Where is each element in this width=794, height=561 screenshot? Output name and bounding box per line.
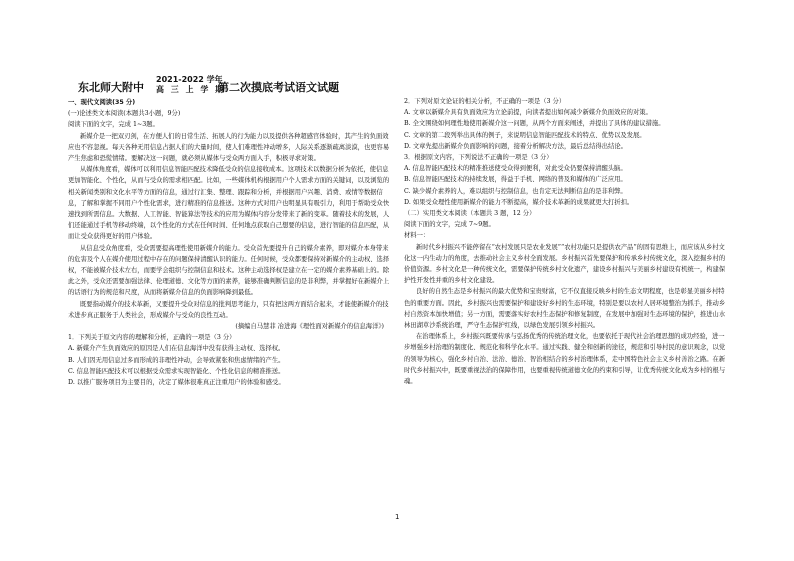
q1-option-c: C. 信息智能匹配技术可以根据受众需求实现智能化、个性化信息的精准推送。 <box>68 367 285 375</box>
reading-instruction: 阅读下面的文字，完成 1~3题。 <box>68 121 159 129</box>
q3-option-c: C. 缺少媒介素养的人，难以组织与控制信息，也肯定无法判断信息的是非利弊。 <box>404 187 627 195</box>
passage-paragraph: 从信息受众角度看，受众需要提高理性使用新媒介的能力。受众首先要提升自己的媒介素养，即对媒介本身带来的危害及个人在媒介使用过程中存在的问题保持清醒认识的能力。任何时候，受众都要保持对新媒介的主动权、选择权，不能被媒介技术左右，而要学会组织与控制信息和技术。这种主动选择权是建立在一定的媒介素养基础上的。除此之外，受众还需要加强法律、伦理道德、文化等方面的素养，能够准确判断信息的是非利弊，并掌握好在新媒介上的话语行为的规范和尺度，从而将新媒介信息的负面影响降到最低。 <box>68 244 390 297</box>
passage-source: (摘编自马慧菲 冶进海《理性面对新媒介的信息海洋》) <box>235 323 384 331</box>
q1-option-b: B. 人们因无用信息过多而形成的非理性冲动，会导致紧张和焦虑情绪的产生。 <box>68 356 285 364</box>
passage-paragraph: 在治理体系上，乡村振兴既要传承与弘扬优秀的传统治理文化，也要依托于现代社会治理思想的成功经验，进一步增强乡村治理的制度化、规范化和科学化水平。通过实践、健全和创新的途径，规范和引导村民的意识观念，以党的领导为核心，强化乡村自治、法治、德治、智治相结合的乡村治理体系，走中国特色社会主义乡村善治之路。在新时代乡村振兴中，既要重视法治的保障作用，也要重视传统道德文化的约束和引导，让优秀传统文化成为乡村的根与魂。 <box>404 333 726 386</box>
q2-option-b: B. 全文围绕如何理性地使用新媒介这一问题，从两个方面来阐述，并提出了具体的建议措施。 <box>404 120 665 128</box>
passage-paragraph: 新时代乡村振兴不能停留在“农村发展只是农业发展”“农村功能只是提供农产品”的固有思维上，而应该从乡村文化这一内生动力的角度，去推动社会主义乡村全面发展。乡村振兴首先要保护和传承乡村传统文化，深入挖掘乡村的价值资源。乡村文化是一种传统文化，需要保护传统乡村文化遗产，建设乡村振兴与美丽乡村建设有机统一，构建保护性开发性并重的乡村文化建设。 <box>404 243 726 285</box>
exam-title: 第二次摸底考试语文试题 <box>218 81 339 94</box>
q3-option-d: D. 如果受众理性使用新媒介的能力不断提高，媒介技术革新的成果就更大打折扣。 <box>404 198 634 206</box>
q2-option-a: A. 文章以新媒介具有负面效应为立论前提，向读者提出如何减少新媒介负面效应的对策。 <box>404 109 652 117</box>
q2-option-c: C. 文章的第二段列举出具体的例子，来说明信息智能匹配技术的特点、优势以及发展。 <box>404 131 646 139</box>
passage-paragraph: 良好的自然生态是乡村振兴的最大优势和宝贵财富，它不仅直接反映乡村的生态文明程度，也是彰显美丽乡村特色的重要方面。因此，乡村振兴也需要保护和建设好乡村的生态环境，特别是要以农村人居环境整治为抓手，推动乡村自然资本加快增值；另一方面，需要落实好农村生态保护和修复制度，在发展中加强对生态环境的保护，推进山水林田湖草沙系统治理，严守生态保护红线，以绿色发展引领乡村振兴。 <box>404 288 726 330</box>
reading-instruction: 阅读下面的文字，完成 7~9题。 <box>404 221 495 229</box>
subsection-title: (一)论述类文本阅读(本题共3小题，9分) <box>68 110 181 118</box>
right-block <box>404 96 726 387</box>
material-label: 材料一： <box>404 232 430 240</box>
passage-paragraph: 从媒体角度看，媒体可以利用信息智能匹配技术降低受众的信息接收成本。这项技术以数据分析为依托，使信息更加智能化、个性化，从而与受众的需求相匹配。比如，一些媒体机构根据用户个人需求方面的关键词，以及浏览的相关新闻类别和文化水平等方面的信息，通过行汇集、整理、跟踪和分析，并根据用户兴趣、消费、或情等数据信息，了解和掌握不同用户个性化需求，进行精准的信息推送。这种方式对用户也明显具有吸引力，利用于帮助受众快速找到所需信息。大数据、人工智能、智能算法等技术的应用为媒体内容分发带来了新的变革。随着技术的发展，人们还能通过手机等移动终端，以个性化的方式在任何时间、任何地点获取自己想要的信息，进行智能的信息匹配，从而让受众获得更好的用户体验。 <box>68 166 390 241</box>
section-title: 一、现代文阅读(35 分) <box>68 99 136 106</box>
question-1: 1．下列关于原文内容的理解和分析，正确的一项是（3 分） <box>68 334 236 342</box>
passage-paragraph: 新媒介是一把双刃剑，在方便人们的日常生活、拓展人的行为能力以及提供各种超感官体验时，其产生的负面效应也不容忽视。每天各种无用信息占据人们的大量时间，使人们难理性冲动增多，人际关系逐渐疏离淡漠，也更容易产生焦虑和恐慌情绪。要解决这一问题，就必须从媒体与受众两方面入手，积极寻求对策。 <box>68 132 390 163</box>
q1-option-d: D. 以推广服务项目为主要目的，决定了媒体很难真正注重用户的体验和感受。 <box>68 379 285 387</box>
subsection-title: （二）实用类文本阅读（本题共 3 题，12 分） <box>404 210 536 218</box>
q2-option-d: D. 文章先提出新媒介负面影响的问题，接着分析解决方法，最后总结得出结论。 <box>404 142 627 150</box>
question-2: 2．下列对原文论证的相关分析，不正确的一项是（3 分） <box>404 98 566 105</box>
left-block <box>68 97 390 388</box>
passage-paragraph: 既要指动媒介的技术革新，又要提升受众对信息的批判思考能力，只有把这两方面结合起来，才能使新媒介的技术进步真正服务于人类社会，形成媒介与受众的良性互动。 <box>68 300 389 319</box>
exam-header <box>68 75 390 97</box>
school-name: 东北师大附中 <box>78 81 144 94</box>
question-3: 3．根据原文内容，下列说法不正确的一项是（3 分） <box>404 154 553 162</box>
semester: 高 三 上 学 期 <box>156 85 226 94</box>
page-number: 1 <box>395 513 400 521</box>
school-year: 2021-2022 学年 <box>156 75 223 84</box>
q1-option-a: A. 新媒介产生负面效应的原因是人们在信息海洋中没有获得主动权、选择权。 <box>68 345 285 353</box>
q3-option-a: A. 信息智能匹配技术的精准推送使受众得到便利，对此受众仍要保持清醒头脑。 <box>404 165 627 173</box>
q3-option-b: B. 信息智能匹配技术的持续发展，得益于手机、网络的普及和媒体的广泛应用。 <box>404 176 627 184</box>
